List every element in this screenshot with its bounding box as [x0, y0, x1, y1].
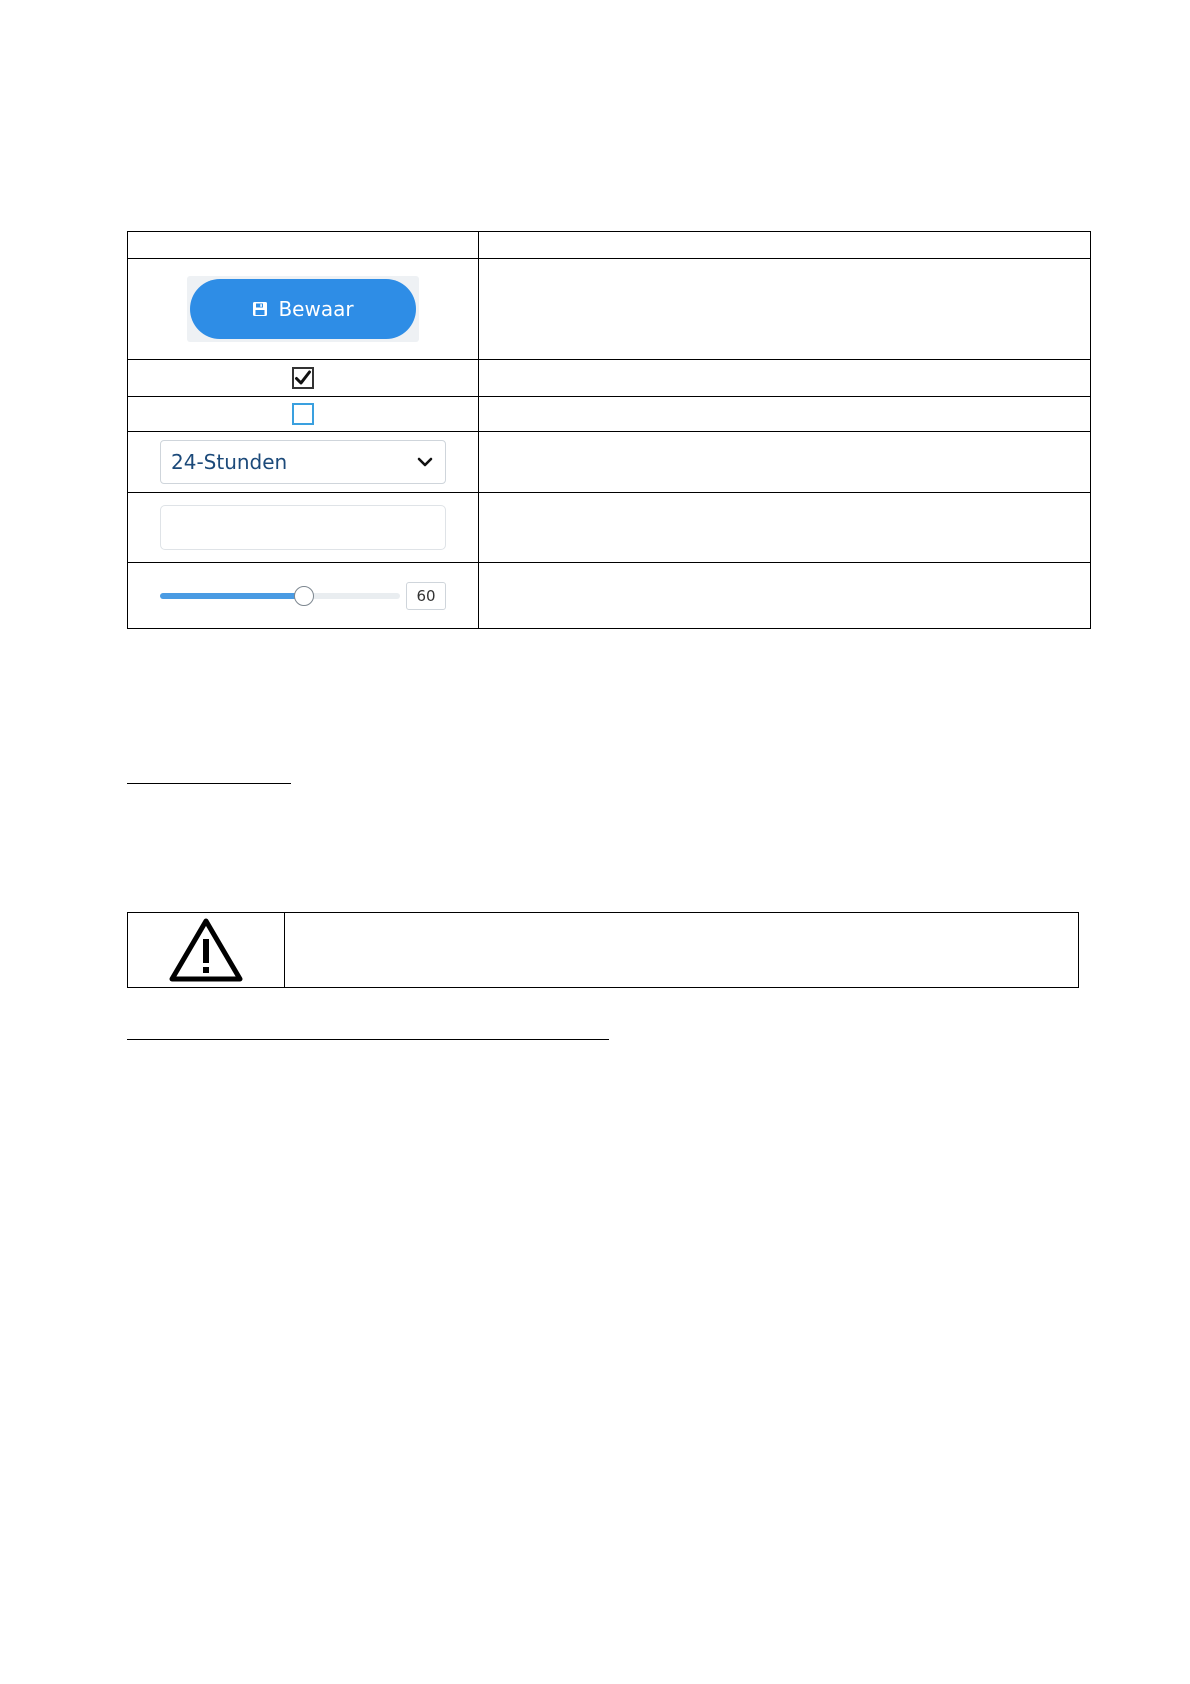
- description-cell: [479, 432, 1091, 493]
- description-cell: [479, 397, 1091, 432]
- table-row: [128, 563, 1091, 629]
- slider-track[interactable]: [160, 593, 400, 599]
- slider-handle[interactable]: [294, 586, 314, 606]
- floppy-disk-icon: [252, 301, 268, 317]
- table-row: [128, 360, 1091, 397]
- warning-icon-cell: [128, 913, 285, 987]
- control-cell: [128, 432, 479, 493]
- chevron-down-icon: [417, 456, 433, 468]
- checkbox-checked[interactable]: [292, 367, 314, 389]
- checkbox-unchecked[interactable]: [292, 403, 314, 425]
- warning-text-cell: [285, 913, 1078, 987]
- control-cell: [128, 563, 479, 629]
- table-row: [128, 493, 1091, 563]
- slider-value-box[interactable]: 60: [406, 582, 446, 610]
- control-cell: [128, 259, 479, 360]
- controls-table: [127, 231, 1091, 629]
- header-cell-control: [128, 232, 479, 259]
- warning-triangle-icon: [169, 917, 243, 983]
- save-button-frame: [187, 276, 419, 342]
- control-cell: [128, 360, 479, 397]
- table-header-row: [128, 232, 1091, 259]
- description-cell: [479, 563, 1091, 629]
- heading-underline: [127, 783, 291, 784]
- table-row: [128, 259, 1091, 360]
- control-cell: [128, 397, 479, 432]
- time-format-select-value: 24-Stunden: [171, 450, 288, 474]
- slider-fill: [160, 593, 304, 599]
- text-field[interactable]: [160, 505, 446, 550]
- time-format-select[interactable]: [160, 440, 446, 484]
- checkmark-icon: [294, 369, 312, 387]
- section-underline: [127, 1039, 609, 1040]
- description-cell: [479, 360, 1091, 397]
- description-cell: [479, 493, 1091, 563]
- save-button[interactable]: [190, 279, 416, 339]
- table-row: [128, 432, 1091, 493]
- table-row: [128, 397, 1091, 432]
- header-cell-description: [479, 232, 1091, 259]
- slider: [157, 582, 449, 610]
- warning-box: [127, 912, 1079, 988]
- control-cell: [128, 493, 479, 563]
- description-cell: [479, 259, 1091, 360]
- save-button-label: Bewaar: [278, 297, 354, 321]
